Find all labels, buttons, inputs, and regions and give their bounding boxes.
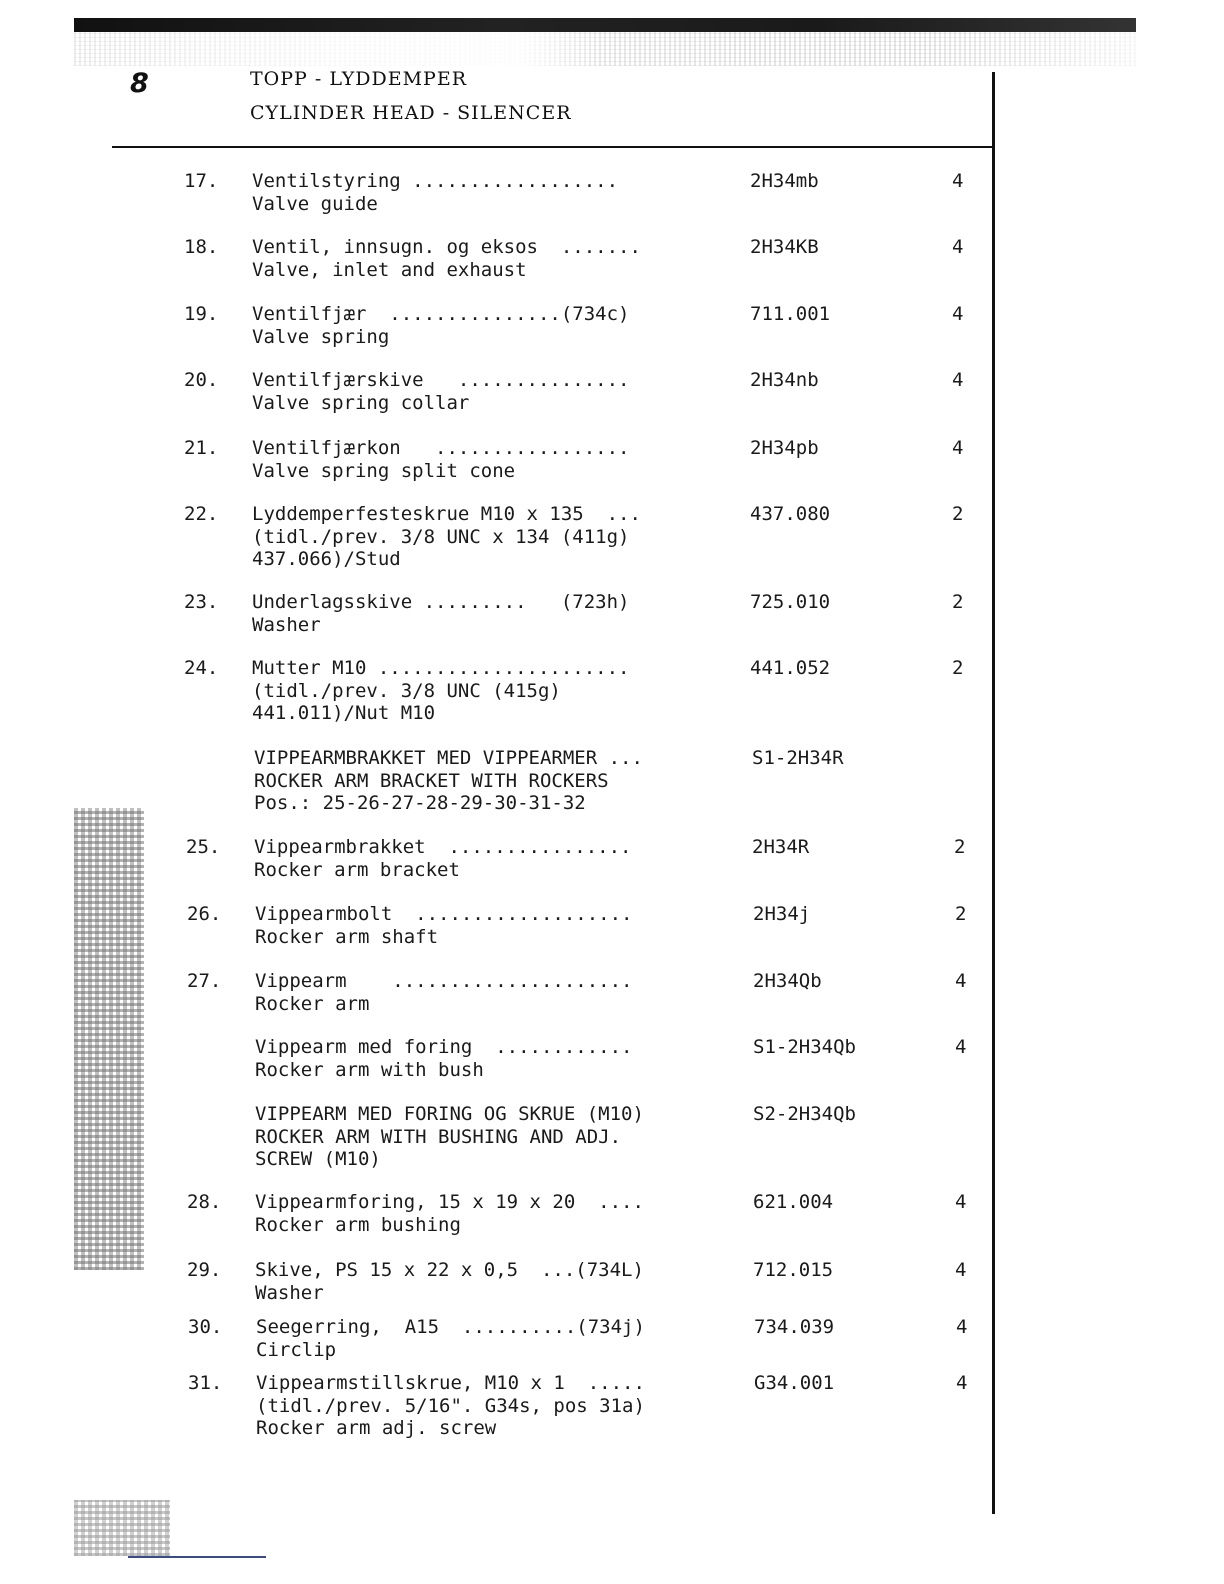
right-margin-rule bbox=[992, 72, 995, 1514]
description-line: Lyddemperfesteskrue M10 x 135 ... bbox=[252, 503, 641, 525]
description-line: Seegerring, A15 ..........(734j) bbox=[256, 1316, 645, 1338]
item-description bbox=[255, 1036, 633, 1081]
item-description bbox=[255, 903, 633, 948]
item-description bbox=[255, 1103, 644, 1171]
quantity: 2 bbox=[952, 503, 964, 525]
quantity: 4 bbox=[952, 236, 964, 258]
part-number: S1-2H34Qb bbox=[753, 1036, 856, 1058]
quantity: 4 bbox=[956, 1372, 968, 1394]
description-line: Valve, inlet and exhaust bbox=[252, 258, 527, 281]
item-description bbox=[252, 303, 630, 348]
description-line: Ventil, innsugn. og eksos ....... bbox=[252, 236, 641, 258]
description-line: VIPPEARM MED FORING OG SKRUE (M10) bbox=[255, 1103, 644, 1125]
part-number: 2H34mb bbox=[750, 170, 819, 192]
top-scan-noise bbox=[74, 32, 1136, 66]
item-number: 17. bbox=[184, 170, 219, 192]
item-number: 20. bbox=[184, 369, 219, 391]
item-number: 24. bbox=[184, 657, 219, 679]
description-line: Vippearmbrakket ................ bbox=[254, 836, 632, 858]
description-line: 441.011)/Nut M10 bbox=[252, 702, 436, 724]
description-line: Vippearmbolt ................... bbox=[255, 903, 633, 925]
quantity: 4 bbox=[952, 369, 964, 391]
item-number: 22. bbox=[184, 503, 219, 525]
part-number: 712.015 bbox=[753, 1259, 834, 1281]
description-line: Rocker arm with bush bbox=[255, 1058, 484, 1081]
quantity: 2 bbox=[952, 591, 964, 613]
item-description bbox=[252, 170, 618, 215]
item-number: 18. bbox=[184, 236, 219, 258]
description-line: Rocker arm adj. screw bbox=[256, 1417, 497, 1439]
description-line: Skive, PS 15 x 22 x 0,5 ...(734L) bbox=[255, 1259, 644, 1281]
part-number: 734.039 bbox=[754, 1316, 835, 1338]
item-description bbox=[254, 747, 643, 815]
item-description bbox=[255, 1191, 644, 1236]
description-line: Valve guide bbox=[252, 192, 378, 215]
item-number: 29. bbox=[187, 1259, 222, 1281]
description-line: ROCKER ARM WITH BUSHING AND ADJ. bbox=[255, 1125, 622, 1148]
part-number: 441.052 bbox=[750, 657, 831, 679]
item-description bbox=[252, 591, 630, 636]
bottom-mark bbox=[128, 1556, 266, 1558]
description-line: Washer bbox=[255, 1281, 324, 1304]
quantity: 2 bbox=[954, 836, 966, 858]
description-line: (tidl./prev. 3/8 UNC x 134 (411g) bbox=[252, 525, 630, 548]
part-number: 2H34KB bbox=[750, 236, 819, 258]
quantity: 4 bbox=[956, 1316, 968, 1338]
description-line: Ventilfjærkon ................. bbox=[252, 437, 630, 459]
description-line: Circlip bbox=[256, 1338, 337, 1361]
part-number: 711.001 bbox=[750, 303, 831, 325]
description-line: Ventilfjær ...............(734c) bbox=[252, 303, 630, 325]
description-line: ROCKER ARM BRACKET WITH ROCKERS bbox=[254, 769, 609, 792]
part-number: S2-2H34Qb bbox=[753, 1103, 856, 1125]
description-line: Rocker arm shaft bbox=[255, 925, 439, 948]
quantity: 4 bbox=[955, 1191, 967, 1213]
item-description bbox=[252, 369, 630, 414]
description-line: Vippearmforing, 15 x 19 x 20 .... bbox=[255, 1191, 644, 1213]
description-line: Pos.: 25-26-27-28-29-30-31-32 bbox=[254, 792, 586, 814]
description-line: Mutter M10 ...................... bbox=[252, 657, 630, 679]
item-number: 25. bbox=[186, 836, 221, 858]
description-line: Ventilstyring .................. bbox=[252, 170, 619, 192]
part-number: G34.001 bbox=[754, 1372, 835, 1394]
description-line: Ventilfjærskive ............... bbox=[252, 369, 630, 391]
scan-smudge-bottom bbox=[74, 1500, 170, 1556]
scan-smudge-left bbox=[74, 808, 144, 1270]
description-line: Rocker arm bracket bbox=[254, 858, 460, 881]
item-number: 19. bbox=[184, 303, 219, 325]
header-divider bbox=[112, 146, 994, 148]
quantity: 4 bbox=[955, 1259, 967, 1281]
part-number: 2H34pb bbox=[750, 437, 819, 459]
item-description bbox=[255, 970, 633, 1015]
page-number: 8 bbox=[130, 68, 149, 99]
quantity: 2 bbox=[955, 903, 967, 925]
description-line: Washer bbox=[252, 613, 321, 636]
part-number: 2H34nb bbox=[750, 369, 819, 391]
description-line: Underlagsskive ......... (723h) bbox=[252, 591, 630, 613]
description-line: VIPPEARMBRAKKET MED VIPPEARMER ... bbox=[254, 747, 643, 769]
quantity: 4 bbox=[952, 303, 964, 325]
item-number: 27. bbox=[187, 970, 222, 992]
item-description bbox=[252, 657, 630, 725]
item-number: 28. bbox=[187, 1191, 222, 1213]
item-description bbox=[252, 236, 641, 281]
description-line: Vippearm med foring ............ bbox=[255, 1036, 633, 1058]
item-number: 26. bbox=[187, 903, 222, 925]
part-number: 437.080 bbox=[750, 503, 831, 525]
item-number: 30. bbox=[188, 1316, 223, 1338]
description-line: Valve spring split cone bbox=[252, 459, 516, 482]
part-number: 621.004 bbox=[753, 1191, 834, 1213]
description-line: SCREW (M10) bbox=[255, 1148, 381, 1170]
item-description bbox=[256, 1316, 645, 1361]
item-description bbox=[256, 1372, 645, 1440]
description-line: Vippearm ..................... bbox=[255, 970, 633, 992]
item-number: 31. bbox=[188, 1372, 223, 1394]
page-title-english: CYLINDER HEAD - SILENCER bbox=[250, 102, 572, 124]
page-title-norwegian: TOPP - LYDDEMPER bbox=[250, 68, 468, 90]
part-number: 725.010 bbox=[750, 591, 831, 613]
item-description bbox=[252, 503, 641, 571]
part-number: 2H34Qb bbox=[753, 970, 822, 992]
quantity: 4 bbox=[952, 170, 964, 192]
description-line: Valve spring bbox=[252, 325, 390, 348]
item-description bbox=[254, 836, 632, 881]
description-line: (tidl./prev. 5/16". G34s, pos 31a) bbox=[256, 1394, 645, 1417]
quantity: 2 bbox=[952, 657, 964, 679]
quantity: 4 bbox=[955, 970, 967, 992]
item-number: 21. bbox=[184, 437, 219, 459]
item-number: 23. bbox=[184, 591, 219, 613]
description-line: 437.066)/Stud bbox=[252, 548, 401, 570]
description-line: Valve spring collar bbox=[252, 391, 470, 414]
part-number: 2H34j bbox=[753, 903, 811, 925]
description-line: Vippearmstillskrue, M10 x 1 ..... bbox=[256, 1372, 645, 1394]
description-line: Rocker arm bushing bbox=[255, 1213, 461, 1236]
quantity: 4 bbox=[955, 1036, 967, 1058]
description-line: Rocker arm bbox=[255, 992, 370, 1015]
item-description bbox=[255, 1259, 644, 1304]
item-description bbox=[252, 437, 630, 482]
quantity: 4 bbox=[952, 437, 964, 459]
part-number: S1-2H34R bbox=[752, 747, 844, 769]
description-line: (tidl./prev. 3/8 UNC (415g) bbox=[252, 679, 561, 702]
top-scan-bar bbox=[74, 18, 1136, 32]
part-number: 2H34R bbox=[752, 836, 810, 858]
